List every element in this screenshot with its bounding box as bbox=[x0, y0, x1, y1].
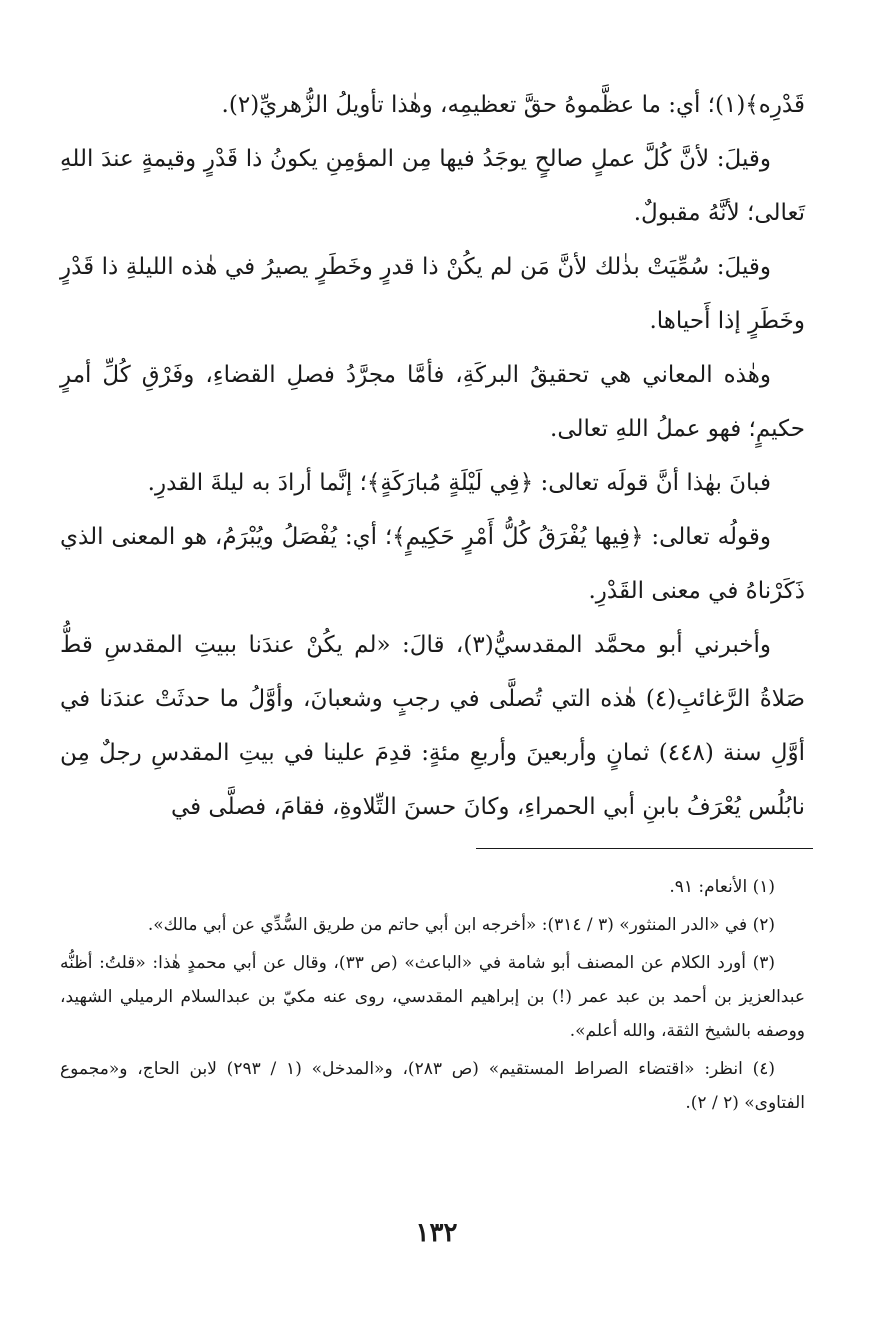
page-body bbox=[60, 78, 805, 834]
footnotes bbox=[60, 870, 805, 1124]
footnote-4: (٤) انظر: «اقتضاء الصراط المستقيم» (ص ٢٨٣)، و«المدخل» (١ / ٢٩٣) لابن الحاج، و«مجموع الفتاوى» (٢ / ٢). bbox=[60, 1059, 805, 1113]
main-text bbox=[60, 78, 805, 834]
paragraph-5: فبانَ بهٰذا أنَّ قولَه تعالى: ﴿فِي لَيْلَةٍ مُبارَكَةٍ﴾؛ إنَّما أرادَ به ليلةَ القدرِ. bbox=[147, 470, 771, 496]
paragraph-4: وهٰذه المعاني هي تحقيقُ البركَةِ، فأمَّا مجرَّدُ فصلِ القضاءِ، وفَرْقِ كُلِّ أمرٍ حكيمٍ؛ فهو عملُ اللهِ تعالى. bbox=[60, 362, 805, 442]
paragraph-7: وأخبرني أبو محمَّد المقدسيُّ(٣)، قالَ: «لم يكُنْ عندَنا ببيتِ المقدسِ قطُّ صَلاةُ الرَّغائبِ(٤) هٰذه التي تُصلَّى في رجبٍ وشعبانَ، وأوَّلُ ما حدثَتْ عندَنا في أوَّلِ سنة (٤٤٨) ثمانٍ وأربعينَ وأربعِ مئةٍ: قدِمَ علينا في بيتِ المقدسِ رجلٌ مِن نابُلُس يُعْرَفُ بابنِ أبي الحمراءِ، وكانَ حسنَ التِّلاوةِ، فقامَ، فصلَّى في bbox=[60, 632, 805, 820]
paragraph-1: قَدْرِه﴾(١)؛ أي: ما عظَّموهُ حقَّ تعظيمِه، وهٰذا تأويلُ الزُّهريِّ(٢). bbox=[221, 92, 805, 118]
footnote-separator bbox=[476, 848, 813, 849]
footnote-1: (١) الأنعام: ٩١. bbox=[669, 877, 775, 897]
footnote-3: (٣) أورد الكلام عن المصنف أبو شامة في «الباعث» (ص ٣٣)، وقال عن أبي محمدٍ هٰذا: «قلتُ: أظنُّه عبدالعزيز بن أحمد بن عبد عمر (!) بن إبراهيم المقدسي، روى عنه مكيّ بن عبدالسلام الرميلي الشهيد، ووصفه بالشيخ الثقة، والله أعلم». bbox=[60, 953, 805, 1041]
page-number: ١٣٢ bbox=[415, 1218, 458, 1248]
paragraph-6: وقولُه تعالى: ﴿فِيها يُفْرَقُ كُلُّ أَمْرٍ حَكِيمٍ﴾؛ أي: يُفْصَلُ ويُبْرَمُ، هو المعنى الذي ذَكَرْناهُ في معنى القَدْرِ. bbox=[60, 524, 805, 604]
paragraph-2: وقيلَ: لأنَّ كُلَّ عملٍ صالحٍ يوجَدُ فيها مِن المؤمِنِ يكونُ ذا قَدْرٍ وقيمةٍ عندَ اللهِ تَعالى؛ لأنَّهُ مقبولٌ. bbox=[60, 146, 805, 226]
paragraph-3: وقيلَ: سُمِّيَتْ بذٰلك لأنَّ مَن لم يكُنْ ذا قدرٍ وخَطَرٍ يصيرُ في هٰذه الليلةِ ذا قَدْرٍ وخَطَرٍ إذا أَحياها. bbox=[60, 254, 805, 334]
footnote-2: (٢) في «الدر المنثور» (٣ / ٣١٤): «أخرجه ابن أبي حاتم من طريق السُّدِّي عن أبي مالك». bbox=[147, 915, 775, 935]
